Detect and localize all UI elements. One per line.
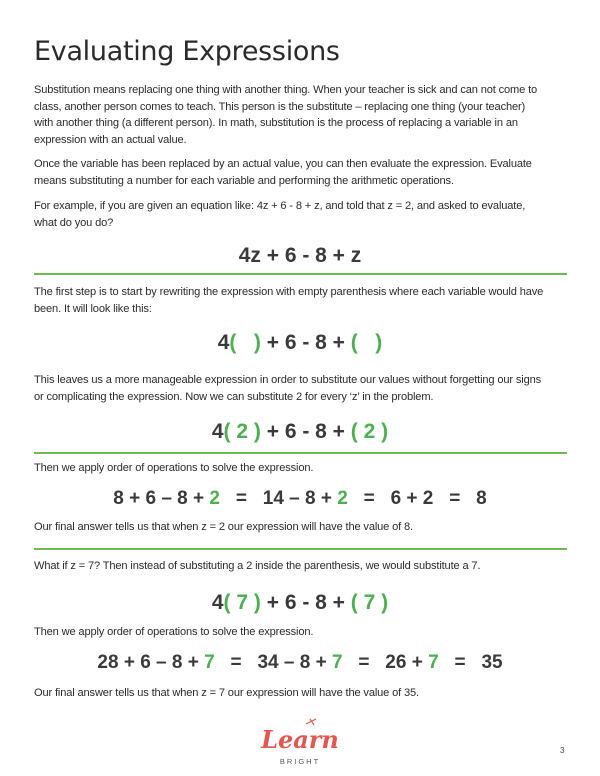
text-line: For example, if you are given an equation like: 4z + 6 - 8 + z, and told that z = 2, and asked to evaluate, <box>34 200 526 212</box>
logo-subtitle: BRIGHT <box>279 757 321 766</box>
paragraph-first-step <box>34 284 569 317</box>
expression-empty-parentheses <box>0 331 600 355</box>
text-line: Our final answer tells us that when z = 2 our expression will have the value of 8. <box>34 521 413 533</box>
text-line: means substituting a number for each variable and performing the arithmetic operations. <box>34 174 454 187</box>
divider <box>34 273 567 275</box>
expr-part-green: ( ) <box>229 331 261 354</box>
expression-original: 4z + 6 - 8 + z <box>238 244 362 267</box>
divider <box>34 548 567 550</box>
text-line: expression with an actual value. <box>34 133 187 146</box>
expr-part: 4 <box>211 591 224 614</box>
expr-part: + 6 - 8 + <box>260 591 351 614</box>
expr-part-green: ( 7 ) <box>350 591 389 614</box>
expr-part-green: ( 2 ) <box>223 420 261 443</box>
divider <box>34 452 567 454</box>
page-number: 3 <box>560 746 565 755</box>
logo-wordmark: Learn <box>261 725 339 754</box>
paragraph-example-question <box>34 198 569 231</box>
expr-part-green: ( 2 ) <box>350 420 389 443</box>
eq-part: 28 + 6 – 8 + <box>97 652 205 673</box>
paragraph-what-if-7 <box>34 558 569 575</box>
equation-solution-2 <box>0 488 600 510</box>
text-line: Then we apply order of operations to solve the expression. <box>34 462 314 474</box>
expr-part: 4 <box>217 331 230 354</box>
paragraph-evaluate-definition <box>34 156 569 189</box>
text-line: Once the variable has been replaced by an actual value, you can then evaluate the expression. Evaluate <box>34 158 532 170</box>
text-line: The first step is to start by rewriting the expression with empty parenthesis where each variable would have <box>34 286 544 298</box>
text-line: with another thing (a different person). In math, substitution is the process of replacing a variable in an <box>34 117 518 129</box>
text-line: Then we apply order of operations to solve the expression. <box>34 626 314 638</box>
text-line: What if z = 7? Then instead of substituting a 2 inside the parenthesis, we would substitute a 7. <box>34 560 481 572</box>
eq-part-green: 7 <box>331 652 343 673</box>
text-line: or complicating the expression. Now we can substitute 2 for every ‘z’ in the problem. <box>34 390 434 403</box>
paragraph-final-answer-7 <box>34 685 569 702</box>
equation-solution-7 <box>0 652 600 674</box>
paragraph-order-of-operations <box>34 460 569 477</box>
eq-part: = 6 + 2 = 8 <box>347 488 487 509</box>
text-line: This leaves us a more manageable expression in order to substitute our values without forgetting our signs <box>34 374 542 386</box>
text-line: Our final answer tells us that when z = 7 our expression will have the value of 35. <box>34 687 419 699</box>
expression-substituted-2 <box>0 420 600 444</box>
eq-part-green: 2 <box>337 488 348 509</box>
eq-part-green: 2 <box>209 488 220 509</box>
expr-part: + 6 - 8 + <box>260 331 351 354</box>
paragraph-substitution-intro <box>34 82 569 148</box>
expr-part-green: ( ) <box>350 331 383 354</box>
expr-part: + 6 - 8 + <box>260 420 351 443</box>
page-title: Evaluating Expressions <box>34 36 340 67</box>
text-line: Substitution means replacing one thing with another thing. When your teacher is sick and can not come to <box>34 84 538 96</box>
paragraph-final-answer-2 <box>34 519 569 536</box>
eq-part-green: 7 <box>428 652 439 673</box>
eq-part: = 35 <box>438 652 503 673</box>
eq-part-green: 7 <box>204 652 215 673</box>
learn-bright-logo <box>250 718 350 770</box>
expr-part-green: ( 7 ) <box>223 591 261 614</box>
expression-substituted-7 <box>0 591 600 615</box>
eq-part: = 14 – 8 + <box>219 488 338 509</box>
eq-part: = 34 – 8 + <box>214 652 332 673</box>
paragraph-manageable-expression <box>34 372 569 405</box>
text-line: been. It will look like this: <box>34 302 152 315</box>
text-line: what do you do? <box>34 216 114 229</box>
eq-part: 8 + 6 – 8 + <box>113 488 210 509</box>
paragraph-order-of-operations-2 <box>34 624 569 641</box>
expr-part: 4 <box>211 420 224 443</box>
text-line: class, another person comes to teach. This person is the substitute – replacing one thing (your teacher) <box>34 100 526 113</box>
eq-part: = 26 + <box>342 652 429 673</box>
